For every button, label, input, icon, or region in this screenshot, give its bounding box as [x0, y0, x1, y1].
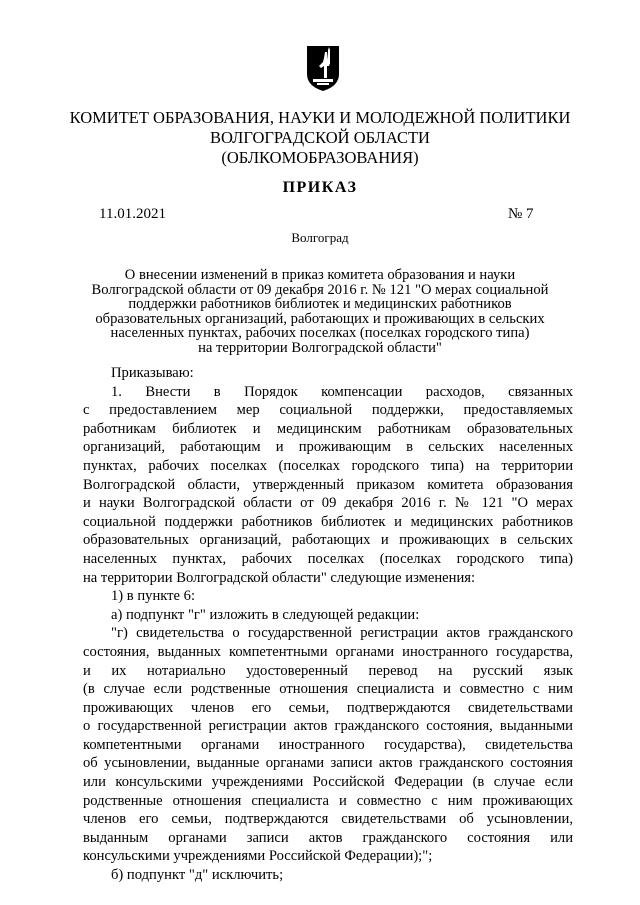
body-line: о государственной регистрации актов гражданского состояния, выданными [83, 718, 573, 735]
volgograd-coat-of-arms-icon [305, 44, 341, 92]
body-line: работникам библиотек и медицинским работникам образовательных [83, 420, 573, 437]
body-line: выданным органами записи актов гражданского состояния или [83, 829, 573, 846]
body-line: организаций, работающим и проживающим в сельских населенных [83, 439, 573, 456]
body-line: населенных пунктах, рабочих поселках (поселках городского типа) [83, 550, 573, 567]
document-title: ПРИКАЗ [282, 179, 358, 196]
subject-line: образовательных организаций, работающих и проживающих в сельских [95, 310, 545, 327]
body-line: на территории Волгоградской области" следующие изменения: [83, 569, 476, 586]
body-line: или консульскими учреждениями Российской Федерации (в случае если [83, 774, 573, 791]
body-line: об усыновлении, выданные органами записи актов гражданского состояния [83, 755, 573, 772]
body-line: б) подпункт "д" исключить; [111, 867, 284, 884]
body-line: Волгоградской области, утвержденный приказом комитета образования [83, 476, 573, 493]
subject-line: населенных пунктах, рабочих поселках (поселках городского типа) [110, 325, 530, 341]
order-subject [80, 268, 560, 355]
body-line: компетентными органами иностранного государства), свидетельства [83, 736, 573, 753]
subject-line: Волгоградской области от 09 декабря 2016 г. № 121 "О мерах социальной [91, 281, 549, 298]
body-line: членов его семьи, подтверждаются свидетельствами об усыновлении, [83, 811, 573, 828]
order-number: № 7 [508, 206, 534, 222]
body-line: а) подпункт "г" изложить в следующей редакции: [111, 606, 420, 623]
subject-line: поддержки работников библиотек и медицинских работников [128, 296, 512, 312]
body-line: и науки Волгоградской области от 09 декабря 2016 г. № 121 "О мерах [83, 495, 573, 512]
body-line: пунктах, рабочих поселках (поселках городского типа) на территории [83, 457, 573, 474]
subject-line: О внесении изменений в приказ комитета образования и науки [124, 267, 516, 283]
body-line: (в случае если родственные отношения специалиста и совместно с ним [83, 681, 573, 698]
organization-abbreviation: (ОБЛКОМОБРАЗОВАНИЯ) [221, 148, 419, 167]
body-line: с предоставлением мер социальной поддержки, предоставляемых [83, 402, 573, 419]
body-line: и их нотариально удостоверенный перевод на русский язык [83, 662, 573, 679]
body-line: Приказываю: [111, 365, 194, 381]
body-line: 1) в пункте 6: [111, 588, 196, 605]
body-line: 1. Внести в Порядок компенсации расходов, связанных [111, 383, 573, 400]
body-line: социальной поддержки работников библиотек и медицинских работников [83, 513, 573, 530]
order-city: Волгоград [291, 230, 349, 245]
body-line: консульскими учреждениями Российской Федерации);"; [83, 848, 433, 865]
subject-line: на территории Волгоградской области" [198, 339, 442, 356]
body-line: состояния, выданных компетентными органами иностранного государства, [83, 643, 573, 660]
body-line: родственные отношения специалиста и совместно с ним проживающих [83, 792, 573, 809]
order-body [83, 364, 573, 885]
body-line: "г) свидетельства о государственной регистрации актов гражданского [111, 625, 573, 642]
body-line: образовательных организаций, работающих и проживающих в сельских [83, 532, 573, 549]
organization-region: ВОЛГОГРАДСКОЙ ОБЛАСТИ [210, 128, 430, 147]
organization-name: КОМИТЕТ ОБРАЗОВАНИЯ, НАУКИ И МОЛОДЕЖНОЙ ПОЛИТИКИ [69, 108, 571, 127]
order-date: 11.01.2021 [99, 206, 166, 222]
body-line: проживающих членов его семьи, подтверждаются свидетельствами [83, 699, 573, 716]
